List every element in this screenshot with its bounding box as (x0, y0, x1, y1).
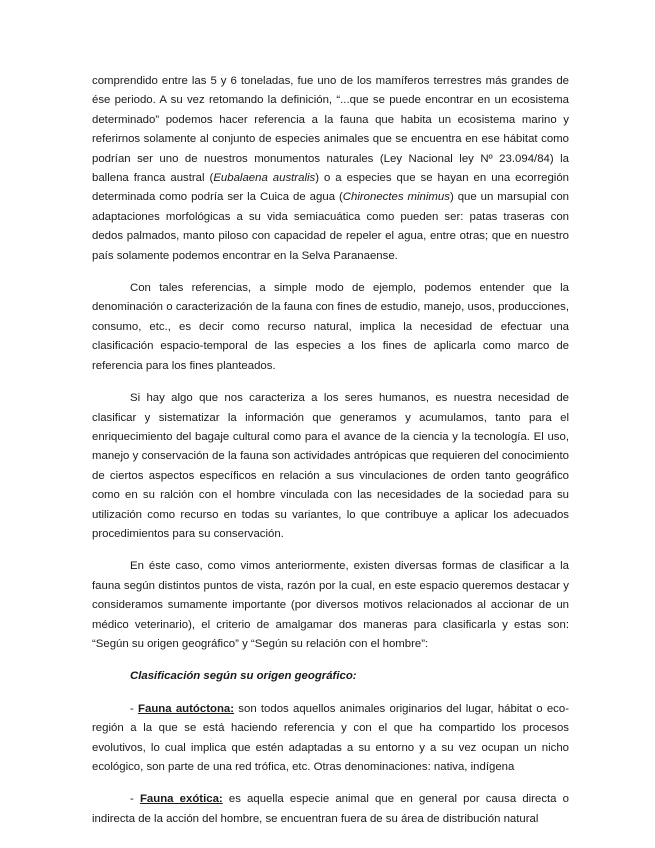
section-heading: Clasificación según su origen geográfico: (130, 670, 357, 683)
paragraph-2: Con tales referencias, a simple modo de ejemplo, podemos entender que la denominación o caracterización de la fauna con fines de estudio, manejo, usos, producciones, consumo, etc., es decir como recurso natural, implica la necesidad de efectuar una clasificación espacio-temporal de las especies a los fines de aplicarla como marco de referencia para los fines planteados. (92, 282, 569, 372)
definition-fauna-autoctona: son todos aquellos animales originarios del lugar, hábitat o eco-región a la que se está haciendo referencia y con el que ha compartido los procesos evolutivos, lo cual implica que estén adaptadas a su entorno y a su vez ocupan un nicho ecológico, son parte de una red trófica, etc. Otras denominaciones: nativa, indígena (92, 702, 569, 773)
term-fauna-autoctona: Fauna autóctona: (138, 702, 235, 715)
species-name-ballena: Eubalaena australis (213, 172, 316, 185)
list-item-dash: - (130, 702, 139, 715)
paragraph-1-text-a: comprendido entre las 5 y 6 toneladas, fue uno de los mamíferos terrestres más grandes de ése periodo. A su vez retomando la definición, “...que se puede encontrar en un ecosistema determinado” podemos hacer referencia a la fauna que habita un ecosistema marino y referirnos solamente al conjunto de especies animales que se encuentra en ese hábitat como podrían ser uno de nuestros monumentos naturales (Ley Nacional ley Nº 23.094/84) la ballena franca austral ( (92, 75, 569, 185)
species-name-cuica: Chironectes minimus (342, 191, 450, 204)
list-item-fauna-autoctona (92, 700, 569, 778)
definition-fauna-exotica: es aquella especie animal que en general por causa directa o indirecta de la acción del hombre, se encuentran fuera de su área de distribución natural (92, 793, 569, 825)
paragraph-1 (92, 72, 569, 266)
paragraph-1-text-c: ) que un marsupial con adaptaciones morfológicas a su vida semiacuática como pueden ser: patas traseras con dedos palmados, manto piloso con capacidad de repeler el agua, entre otras; que en nuestro país solamente podemos encontrar en la Selva Paranaense. (92, 191, 569, 262)
paragraph-1-text-b: ) o a especies que se hayan en una ecorregión determinada como podría ser la Cuica de agua ( (92, 172, 570, 204)
paragraph-4: En éste caso, como vimos anteriormente, existen diversas formas de clasificar a la fauna según distintos puntos de vista, razón por la cual, en este espacio queremos destacar y consideramos sumamente importante (por diversos motivos relacionados al accionar de un médico veterinario), el criterio de amalgamar dos maneras para clasificarla y estas son: “Según su origen geográfico” y “Según su relación con el hombre”: (92, 560, 569, 650)
list-item-dash: - (130, 793, 140, 806)
list-item-fauna-exotica (92, 790, 569, 829)
term-fauna-exotica: Fauna exótica: (139, 793, 223, 806)
paragraph-3: Si hay algo que nos caracteriza a los seres humanos, es nuestra necesidad de clasificar y sistematizar la información que generamos y acumulamos, tanto para el enriquecimiento del bagaje cultural como para el avance de la ciencia y la tecnología. El uso, manejo y conservación de la fauna son actividades antrópicas que requieren del conocimiento de ciertos aspectos específicos en relación a sus vinculaciones de orden tanto geográfico como en su ralción con el hombre vinculada con las necesidades de la sociedad para su utilización como recurso en todas su variantes, lo que contribuye a aplicar los adecuados procedimientos para su conservación. (92, 392, 569, 540)
